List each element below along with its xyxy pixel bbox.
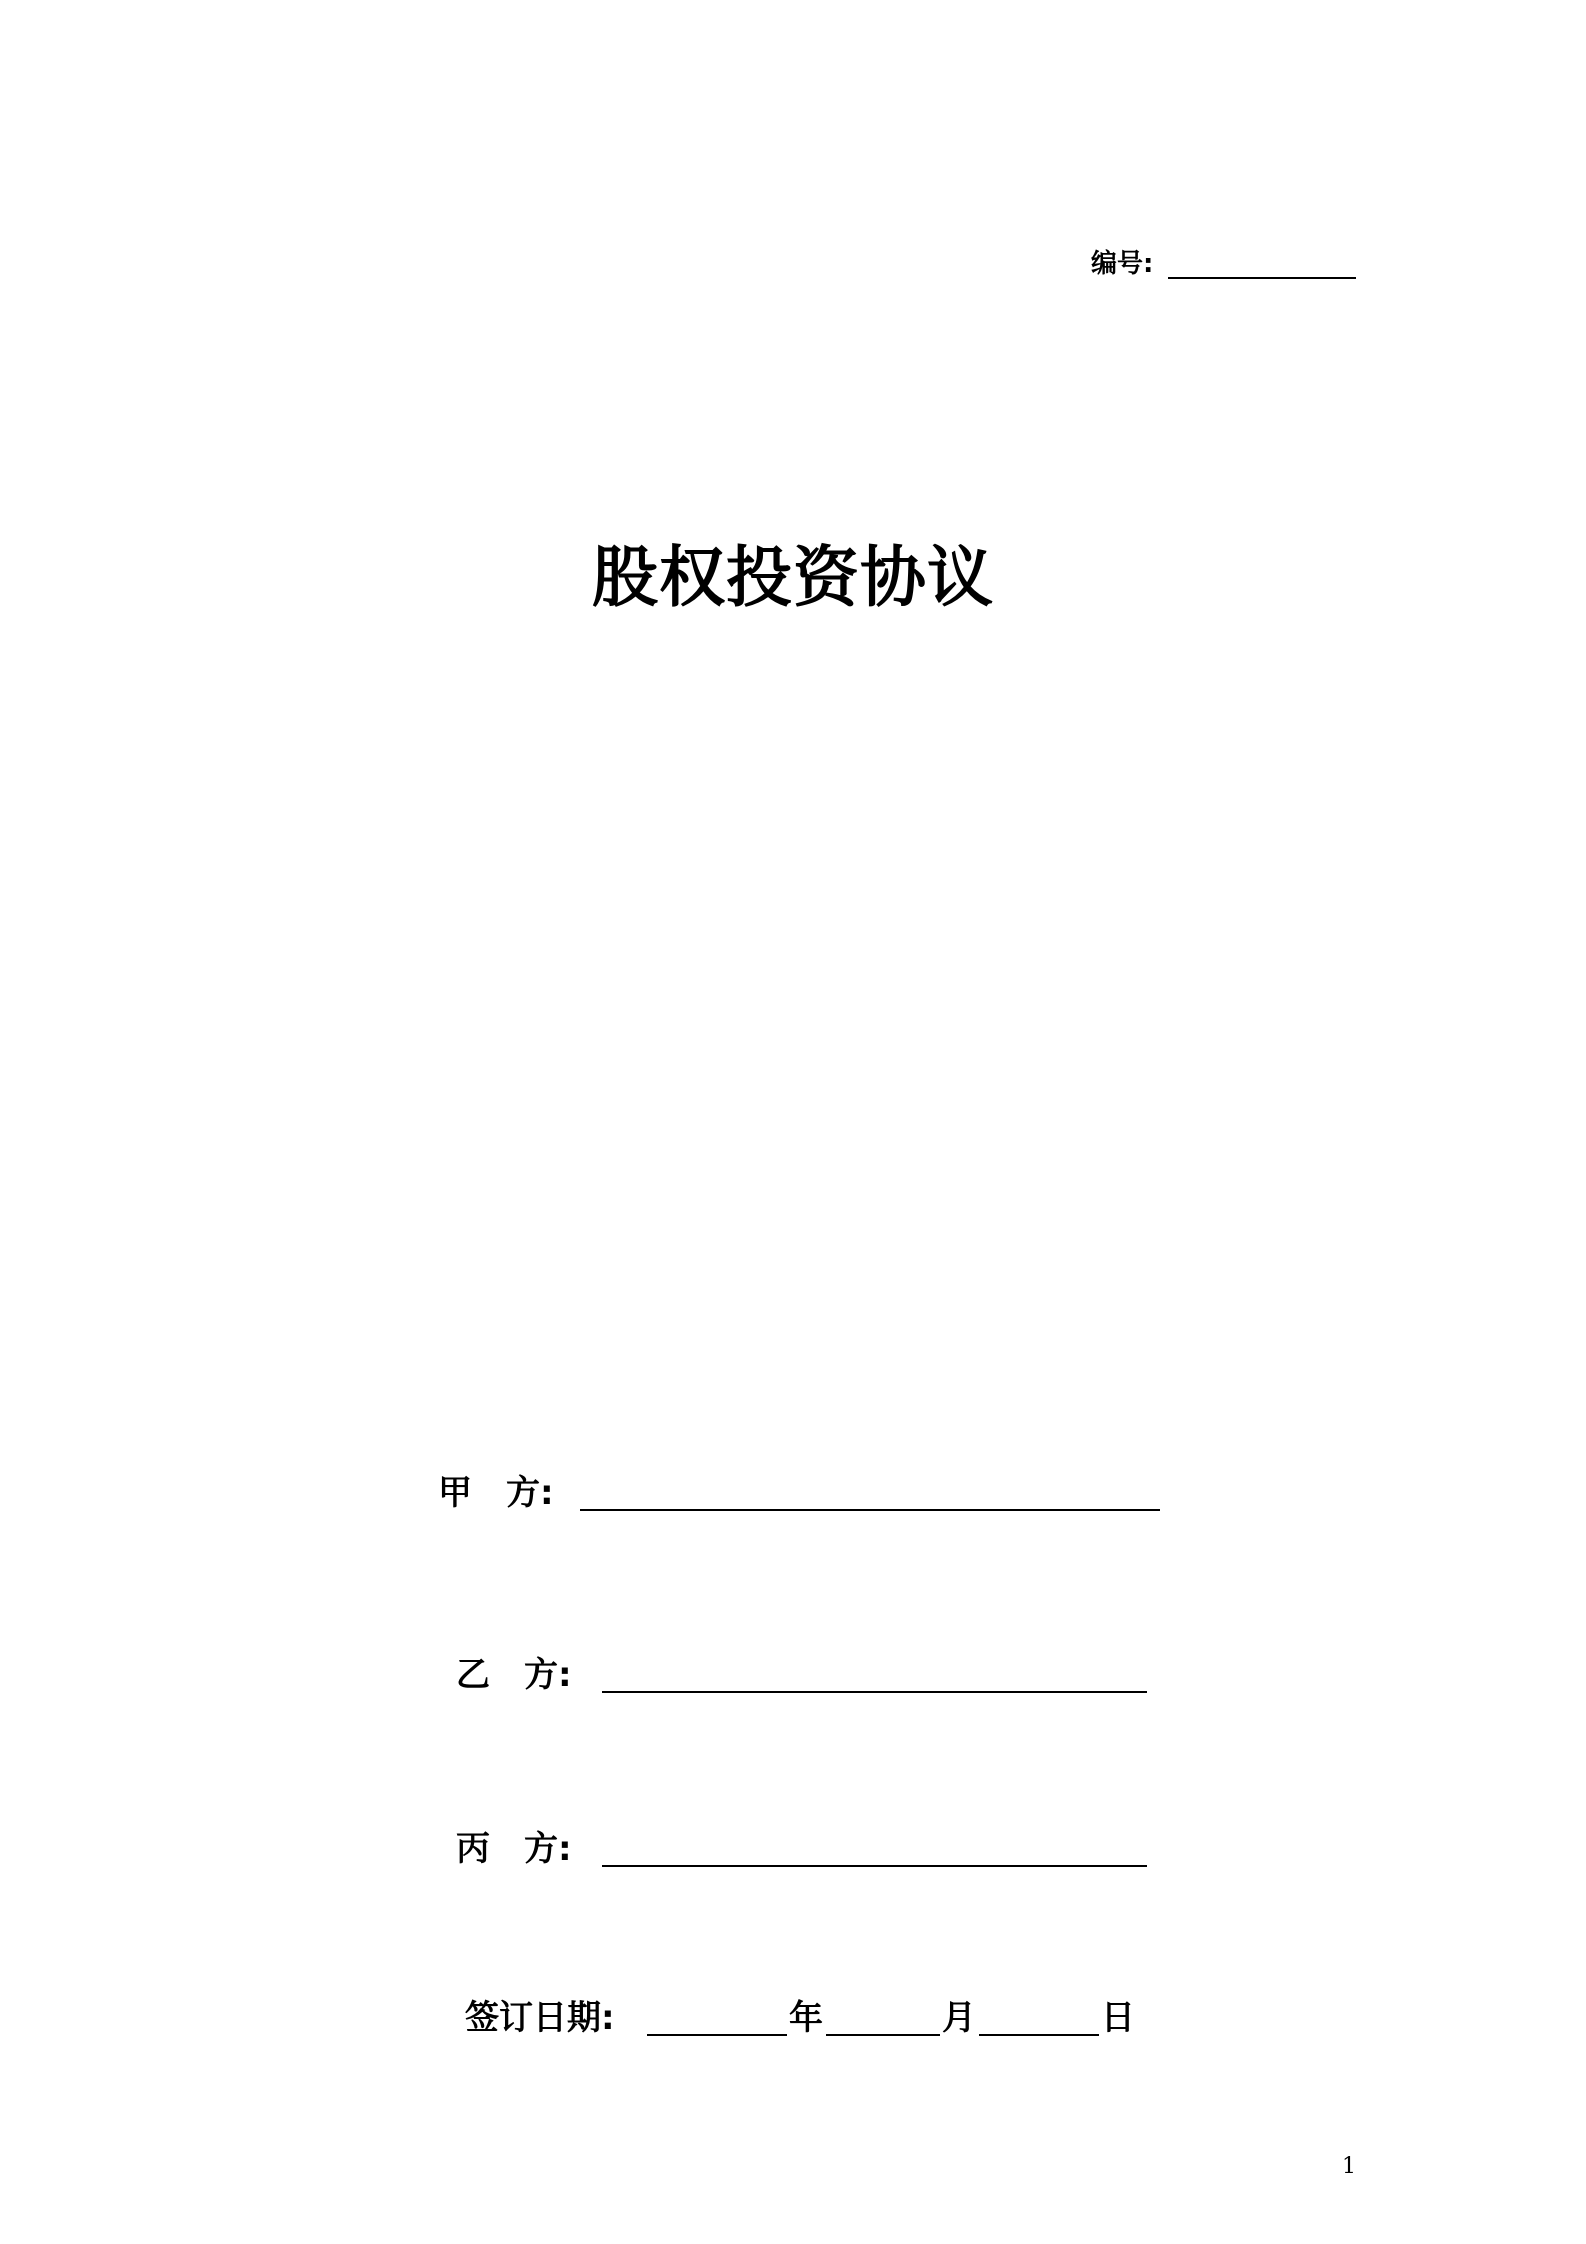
signing-day-unit: 日 bbox=[1101, 1998, 1135, 2038]
signing-day-blank[interactable] bbox=[979, 2034, 1099, 2036]
signing-year-blank[interactable] bbox=[647, 2034, 787, 2036]
party-a-blank[interactable] bbox=[580, 1509, 1160, 1511]
party-b-label: 乙 方: bbox=[456, 1655, 572, 1695]
party-b-blank[interactable] bbox=[602, 1691, 1147, 1693]
document-title: 股权投资协议 bbox=[592, 539, 994, 616]
party-c-label: 丙 方: bbox=[456, 1829, 572, 1869]
page-number: 1 bbox=[1342, 2154, 1356, 2179]
signing-month-unit: 月 bbox=[942, 1998, 976, 2038]
document-number-blank[interactable] bbox=[1168, 277, 1356, 279]
party-c-blank[interactable] bbox=[602, 1865, 1147, 1867]
document-number-label: 编号: bbox=[1091, 249, 1154, 279]
signing-year-unit: 年 bbox=[789, 1998, 823, 2038]
party-a-label: 甲 方: bbox=[438, 1473, 554, 1513]
signing-date-label: 签订日期: bbox=[465, 1998, 615, 2038]
signing-month-blank[interactable] bbox=[826, 2034, 940, 2036]
